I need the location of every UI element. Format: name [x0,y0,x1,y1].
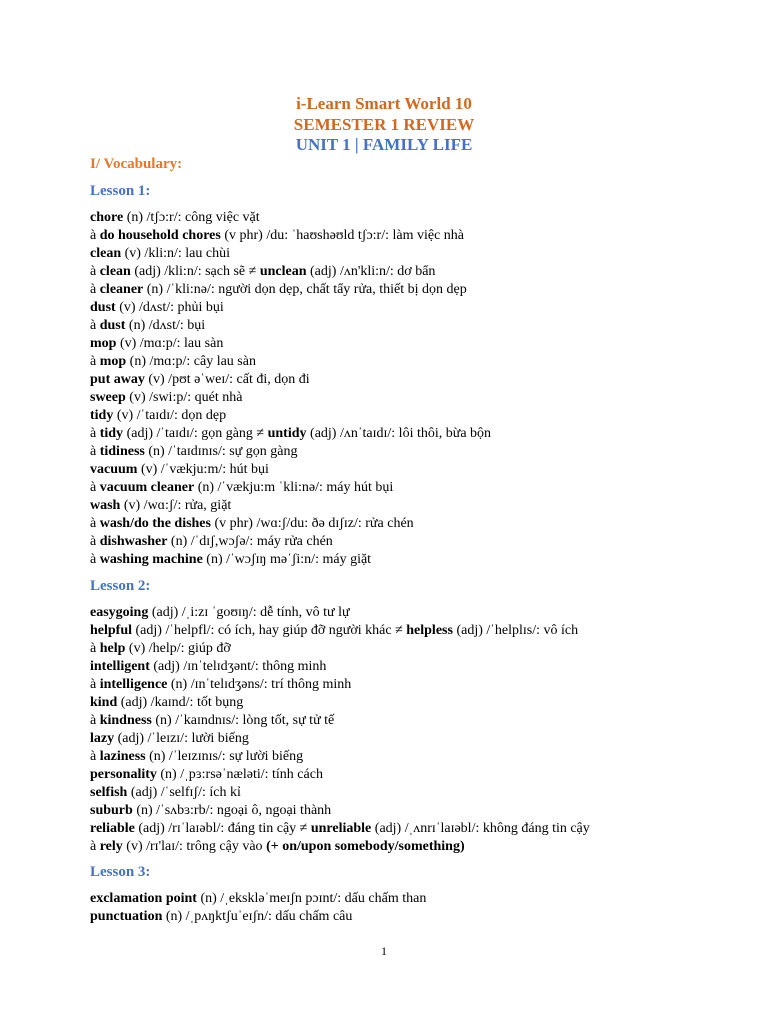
vocab-entry [90,263,710,281]
vocab-text: (n) /ɪnˈtelɪdʒəns/: trí thông minh [167,677,352,692]
vocab-term: kind [90,695,118,710]
vocab-term: chore [90,210,124,225]
vocab-entry [90,890,710,908]
vocab-entry [90,443,710,461]
vocab-text: (v phr) /du: ˈhaʊshəʊld tʃɔ:r/: làm việc nhà [220,228,465,243]
vocab-entry [90,766,710,784]
vocab-term: wash [90,498,121,513]
vocab-term: tidiness [99,444,145,459]
vocab-entry [90,694,710,712]
vocab-term: intelligent [90,659,150,674]
vocab-text: à [90,713,100,728]
vocab-entry [90,820,710,838]
vocab-text: (adj) /ʌn'kli:n/: dơ bẩn [306,264,436,279]
vocab-term: exclamation point [90,891,197,906]
vocab-term: unclean [259,264,307,279]
vocab-entry [90,784,710,802]
vocab-text: (adj) /ˈselfɪʃ/: ích kỉ [127,785,241,800]
vocab-entry [90,640,710,658]
vocab-text: (v) /rɪ'laɪ/: trông cậy vào [122,839,267,854]
vocab-entry [90,227,710,245]
title-line-3: UNIT 1 | FAMILY LIFE [295,135,473,154]
vocab-entry [90,658,710,676]
vocab-term: suburb [90,803,133,818]
vocab-entry [90,497,710,515]
vocab-entry [90,353,710,371]
vocab-text: (n) /ˈkaɪndnɪs/: lòng tốt, sự tử tế [151,713,335,728]
vocab-text: (adj) /ˌi:zɪ ˈgoʊɪŋ/: dễ tính, vô tư lự [148,605,350,620]
vocab-text: (n) /ˈleɪzɪnɪs/: sự lười biếng [145,749,304,764]
vocab-text: (adj) /kaɪnd/: tốt bụng [117,695,244,710]
vocab-text: à [90,749,100,764]
vocab-entry [90,335,710,353]
vocab-text: à [90,282,100,297]
vocab-entry [90,281,710,299]
vocab-text: à [90,839,100,854]
vocab-text: (n) /ˈvækju:m ˈkli:nə/: máy hút bụi [194,480,394,495]
title-line-2: SEMESTER 1 REVIEW [293,114,475,134]
vocab-text: (n) /ˌpʌŋktʃuˈeɪʃn/: dấu chấm câu [162,909,353,924]
vocab-entry [90,461,710,479]
vocab-term: tidy [90,408,114,423]
vocab-text: (adj) /ˌʌnrɪˈlaɪəbl/: không đáng tin cậy [371,821,590,836]
lesson-3-entries [90,890,710,926]
vocab-text: (v) /mɑ:p/: lau sàn [116,336,224,351]
vocab-text: à [90,641,100,656]
vocab-term: lazy [90,731,115,746]
vocab-text: (v) /swi:p/: quét nhà [125,390,243,405]
vocab-text: (adj) /ɪnˈtelɪdʒənt/: thông minh [149,659,327,674]
vocab-text: (v) /dʌst/: phủi bụi [115,300,224,315]
vocab-text: (adj) /ˈhelpfl/: có ích, hay giúp đỡ người khác ≠ [132,623,407,638]
vocab-term: selfish [90,785,128,800]
document-title [0,94,768,156]
vocab-text: (n) /ˈtaɪdɪnɪs/: sự gọn gàng [144,444,298,459]
vocab-text: à [90,444,100,459]
vocab-text: à [90,318,100,333]
vocab-entry [90,802,710,820]
vocab-entry [90,389,710,407]
vocab-term: dust [90,300,116,315]
vocab-term: punctuation [90,909,163,924]
vocab-entry [90,712,710,730]
vocab-text: à [90,426,100,441]
vocab-term: laziness [99,749,146,764]
lesson-heading-2: Lesson 2: [90,578,151,594]
vocab-text: (adj) /ˈleɪzɪ/: lười biếng [114,731,249,746]
vocab-term: clean [90,246,122,261]
vocab-term: cleaner [99,282,144,297]
vocab-term: reliable [90,821,135,836]
vocab-text: (v) /ˈtaɪdɪ/: dọn dẹp [113,408,227,423]
vocab-text: (v) /help/: giúp đỡ [125,641,231,656]
vocab-entry [90,604,710,622]
vocab-text: (n) /ˌekskləˈmeɪʃn pɔɪnt/: dấu chấm than [196,891,427,906]
vocab-entry [90,676,710,694]
vocab-entry [90,551,710,569]
page-number: 1 [381,944,387,958]
vocab-term: do household chores [99,228,221,243]
vocab-term: easygoing [90,605,149,620]
vocab-term: rely [99,839,123,854]
vocab-text: (n) /ˈsʌbɜ:rb/: ngoại ô, ngoại thành [132,803,332,818]
vocab-text: (adj) /ˈhelplɪs/: vô ích [452,623,579,638]
lesson-2-entries [90,604,710,856]
vocab-entry [90,371,710,389]
vocab-term: untidy [267,426,307,441]
vocab-term: kindness [99,713,152,728]
vocab-entry [90,515,710,533]
vocab-entry [90,425,710,443]
vocab-text: (v) /ˈvækju:m/: hút bụi [137,462,269,477]
vocab-term: helpful [90,623,133,638]
vocab-entry [90,245,710,263]
vocab-term: mop [90,336,117,351]
vocab-entry [90,479,710,497]
lesson-heading-1: Lesson 1: [90,183,151,199]
vocab-term: dust [99,318,126,333]
vocab-entry [90,730,710,748]
vocab-term: wash/do the dishes [99,516,211,531]
vocab-text: à [90,354,100,369]
vocab-text: à [90,228,100,243]
vocab-term: help [99,641,126,656]
vocab-term: clean [99,264,131,279]
vocab-term: (+ on/upon somebody/something) [266,839,465,854]
vocab-text: (n) /ˌpɜ:rsəˈnæləti/: tính cách [156,767,323,782]
vocab-text: (adj) /ʌnˈtaɪdɪ/: lôi thôi, bừa bộn [306,426,492,441]
vocab-entry [90,838,710,856]
vocab-text: (n) /dʌst/: bụi [125,318,206,333]
vocab-entry [90,908,710,926]
vocab-text: (adj) /rɪˈlaɪəbl/: đáng tin cậy ≠ [134,821,311,836]
vocab-text: (n) /ˈdɪʃ,wɔʃə/: máy rửa chén [167,534,333,549]
vocab-term: helpless [406,623,453,638]
vocab-text: (n) /ˈwɔʃɪŋ məˈʃi:n/: máy giặt [202,552,372,567]
vocab-term: dishwasher [99,534,168,549]
title-line-1: i-Learn Smart World 10 [296,94,472,113]
vocab-text: à [90,677,100,692]
vocab-entry [90,622,710,640]
vocab-text: (v) /kli:n/: lau chùi [121,246,230,261]
vocab-text: (v) /wɑ:ʃ/: rửa, giặt [120,498,232,513]
vocab-text: à [90,264,100,279]
lesson-1-entries [90,209,710,569]
vocab-text: (n) /mɑ:p/: cây lau sàn [126,354,256,369]
vocab-text: à [90,480,100,495]
vocab-term: sweep [90,390,126,405]
vocab-entry [90,748,710,766]
vocab-text: (v phr) /wɑ:ʃ/du: ðə dɪʃɪz/: rửa chén [210,516,414,531]
vocab-entry [90,209,710,227]
vocab-term: personality [90,767,157,782]
vocab-text: à [90,516,100,531]
vocab-text: (n) /tʃɔ:r/: công việc vặt [123,210,260,225]
vocab-term: vacuum [90,462,138,477]
section-heading-vocabulary: I/ Vocabulary: [90,156,183,172]
vocab-text: (adj) /ˈtaɪdɪ/: gọn gàng ≠ [123,426,268,441]
vocab-entry [90,407,710,425]
vocab-term: vacuum cleaner [99,480,195,495]
lesson-heading-3: Lesson 3: [90,864,151,880]
vocab-text: (n) /ˈkli:nə/: người dọn dẹp, chất tẩy rửa, thiết bị dọn dẹp [143,282,467,297]
vocab-text: (adj) /kli:n/: sạch sẽ ≠ [130,264,260,279]
vocab-term: tidy [99,426,124,441]
vocab-term: washing machine [99,552,203,567]
vocab-term: unreliable [310,821,372,836]
vocab-text: à [90,552,100,567]
vocab-text: (v) /pʊt əˈweɪ/: cất đi, dọn đi [144,372,310,387]
vocab-term: put away [90,372,145,387]
vocab-term: intelligence [99,677,168,692]
vocab-entry [90,317,710,335]
vocab-entry [90,299,710,317]
vocab-text: à [90,534,100,549]
vocab-term: mop [99,354,127,369]
vocab-entry [90,533,710,551]
